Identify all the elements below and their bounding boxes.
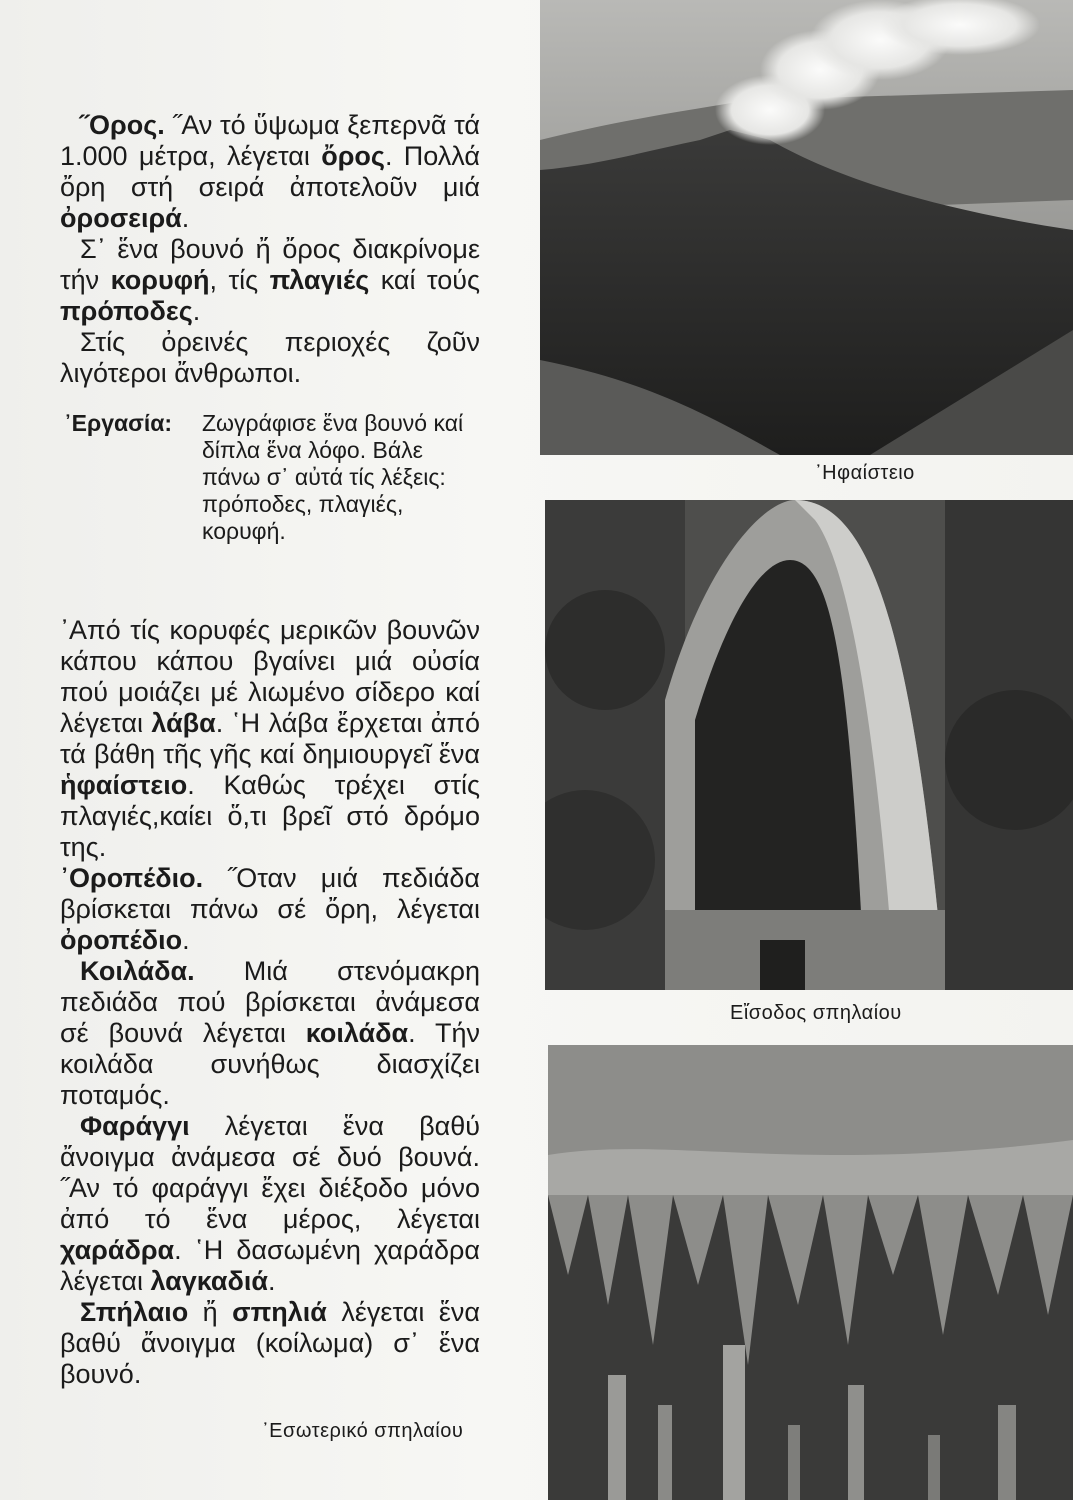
text-span: καί τούς bbox=[369, 265, 481, 295]
paragraph-gorge bbox=[60, 1111, 480, 1297]
text-span: ˝Οταν μιά πεδιάδα βρίσκεται πάνω σέ ὄρη, λέγεται bbox=[60, 863, 480, 924]
text-span: . Πολλά ὄρη στή σειρά ἀποτελοῦν μιά bbox=[60, 141, 480, 202]
term-ifaisteio: ἡφαίστειο bbox=[60, 770, 188, 800]
text-span: . bbox=[268, 1266, 276, 1296]
paragraph-cave bbox=[60, 1297, 480, 1390]
paragraph-valley bbox=[60, 956, 480, 1111]
paragraph-people: Στίς ὀρεινές περιοχές ζοῦν λιγότεροι ἄνθρωποι. bbox=[60, 327, 480, 388]
term-lava: λάβα bbox=[151, 708, 216, 738]
term-koilada-head: Κοιλάδα. bbox=[80, 956, 195, 986]
term-faraggi: Φαράγγι bbox=[80, 1111, 190, 1141]
term-spilaio: Σπήλαιο bbox=[80, 1297, 189, 1327]
term-oros-head: ˝Ορος. bbox=[80, 110, 165, 140]
caption-cave-interior: ᾿Εσωτερικό σπηλαίου bbox=[262, 1420, 464, 1442]
paragraph-oros bbox=[60, 110, 480, 234]
term-spilia: σπηλιά bbox=[232, 1297, 327, 1327]
text-span: λέγεται ἕνα βαθύ ἄνοιγμα (κοίλωμα) σ᾿ ἕνα βουνό. bbox=[60, 1297, 480, 1389]
text-span: . bbox=[182, 925, 190, 955]
term-koilada: κοιλάδα bbox=[305, 1018, 409, 1048]
term-oropedio-head: ᾿Οροπέδιο. bbox=[60, 863, 204, 893]
photo-volcano bbox=[540, 0, 1073, 455]
term-lagkadia: λαγκαδιά bbox=[150, 1266, 269, 1296]
text-span: Σ᾿ ἕνα βουνό ἤ ὄρος διακρίνομε τήν bbox=[60, 234, 480, 295]
text-span: , τίς bbox=[209, 265, 270, 295]
text-span: ˝Αν τό ὕψωμα ξεπερνᾶ τά 1.000 μέτρα, λέγεται bbox=[60, 110, 480, 171]
term-charadra: χαράδρα bbox=[60, 1235, 175, 1265]
text-span: . bbox=[181, 203, 190, 233]
text-span: ἤ bbox=[188, 1297, 233, 1327]
term-plagies: πλαγιές bbox=[269, 265, 370, 295]
text-span: . ῾Η λάβα ἔρχεται ἀπό τά βάθη τῆς γῆς καί δημιουργεῖ ἕνα bbox=[60, 708, 481, 769]
paragraph-plateau bbox=[60, 863, 480, 956]
paragraph-lava bbox=[60, 615, 480, 863]
text-span: . ῾Η δασωμένη χαράδρα λέγεται bbox=[60, 1235, 480, 1296]
term-koryfi: κορυφή bbox=[110, 265, 210, 295]
photo-cave-interior bbox=[548, 1045, 1073, 1500]
text-span: . Τήν κοιλάδα συνήθως διασχίζει ποταμός. bbox=[60, 1018, 480, 1110]
term-oros: ὄρος bbox=[321, 141, 385, 171]
task-block bbox=[64, 410, 474, 545]
text-span: . Καθώς τρέχει στίς πλαγιές,καίει ὅ,τι βρεῖ στό δρόμο της. bbox=[60, 770, 480, 862]
text-span: . bbox=[192, 296, 201, 326]
text-block-landforms bbox=[60, 615, 480, 1390]
photo-cave-entrance bbox=[545, 500, 1073, 990]
caption-volcano: ᾿Ηφαίστειο bbox=[815, 462, 915, 484]
task-text: Ζωγράφισε ἕνα βουνό καί δίπλα ἕνα λόφο. Βάλε πάνω σ᾿ αὐτά τίς λέξεις: πρόποδες, πλαγιές, κορυφή. bbox=[202, 410, 464, 544]
text-block-mountain bbox=[60, 110, 480, 389]
term-oropedio: ὀροπέδιο bbox=[60, 925, 183, 955]
term-propodes: πρόποδες bbox=[60, 296, 193, 326]
paragraph-parts bbox=[60, 234, 480, 327]
term-oroseira: ὀροσειρά bbox=[60, 203, 182, 233]
text-span: ᾿Από τίς κορυφές μερικῶν βουνῶν κάπου κάπου βγαίνει μιά οὐσία πού μοιάζει μέ λιωμένο σίδερο καί λέγεται bbox=[60, 615, 480, 738]
caption-cave-entrance: Εἴσοδος σπηλαίου bbox=[730, 1002, 902, 1024]
text-span: λέγεται ἕνα βαθύ ἄνοιγμα ἀνάμεσα σέ δυό βουνά. ˝Αν τό φαράγγι ἔχει διέξοδο μόνο ἀπό τό ἕνα μέρος, λέγεται bbox=[60, 1111, 480, 1234]
task-label: ᾿Εργασία: bbox=[64, 410, 173, 436]
text-span: Μιά στενόμακρη πεδιάδα πού βρίσκεται ἀνάμεσα σέ βουνά λέγεται bbox=[60, 956, 480, 1048]
